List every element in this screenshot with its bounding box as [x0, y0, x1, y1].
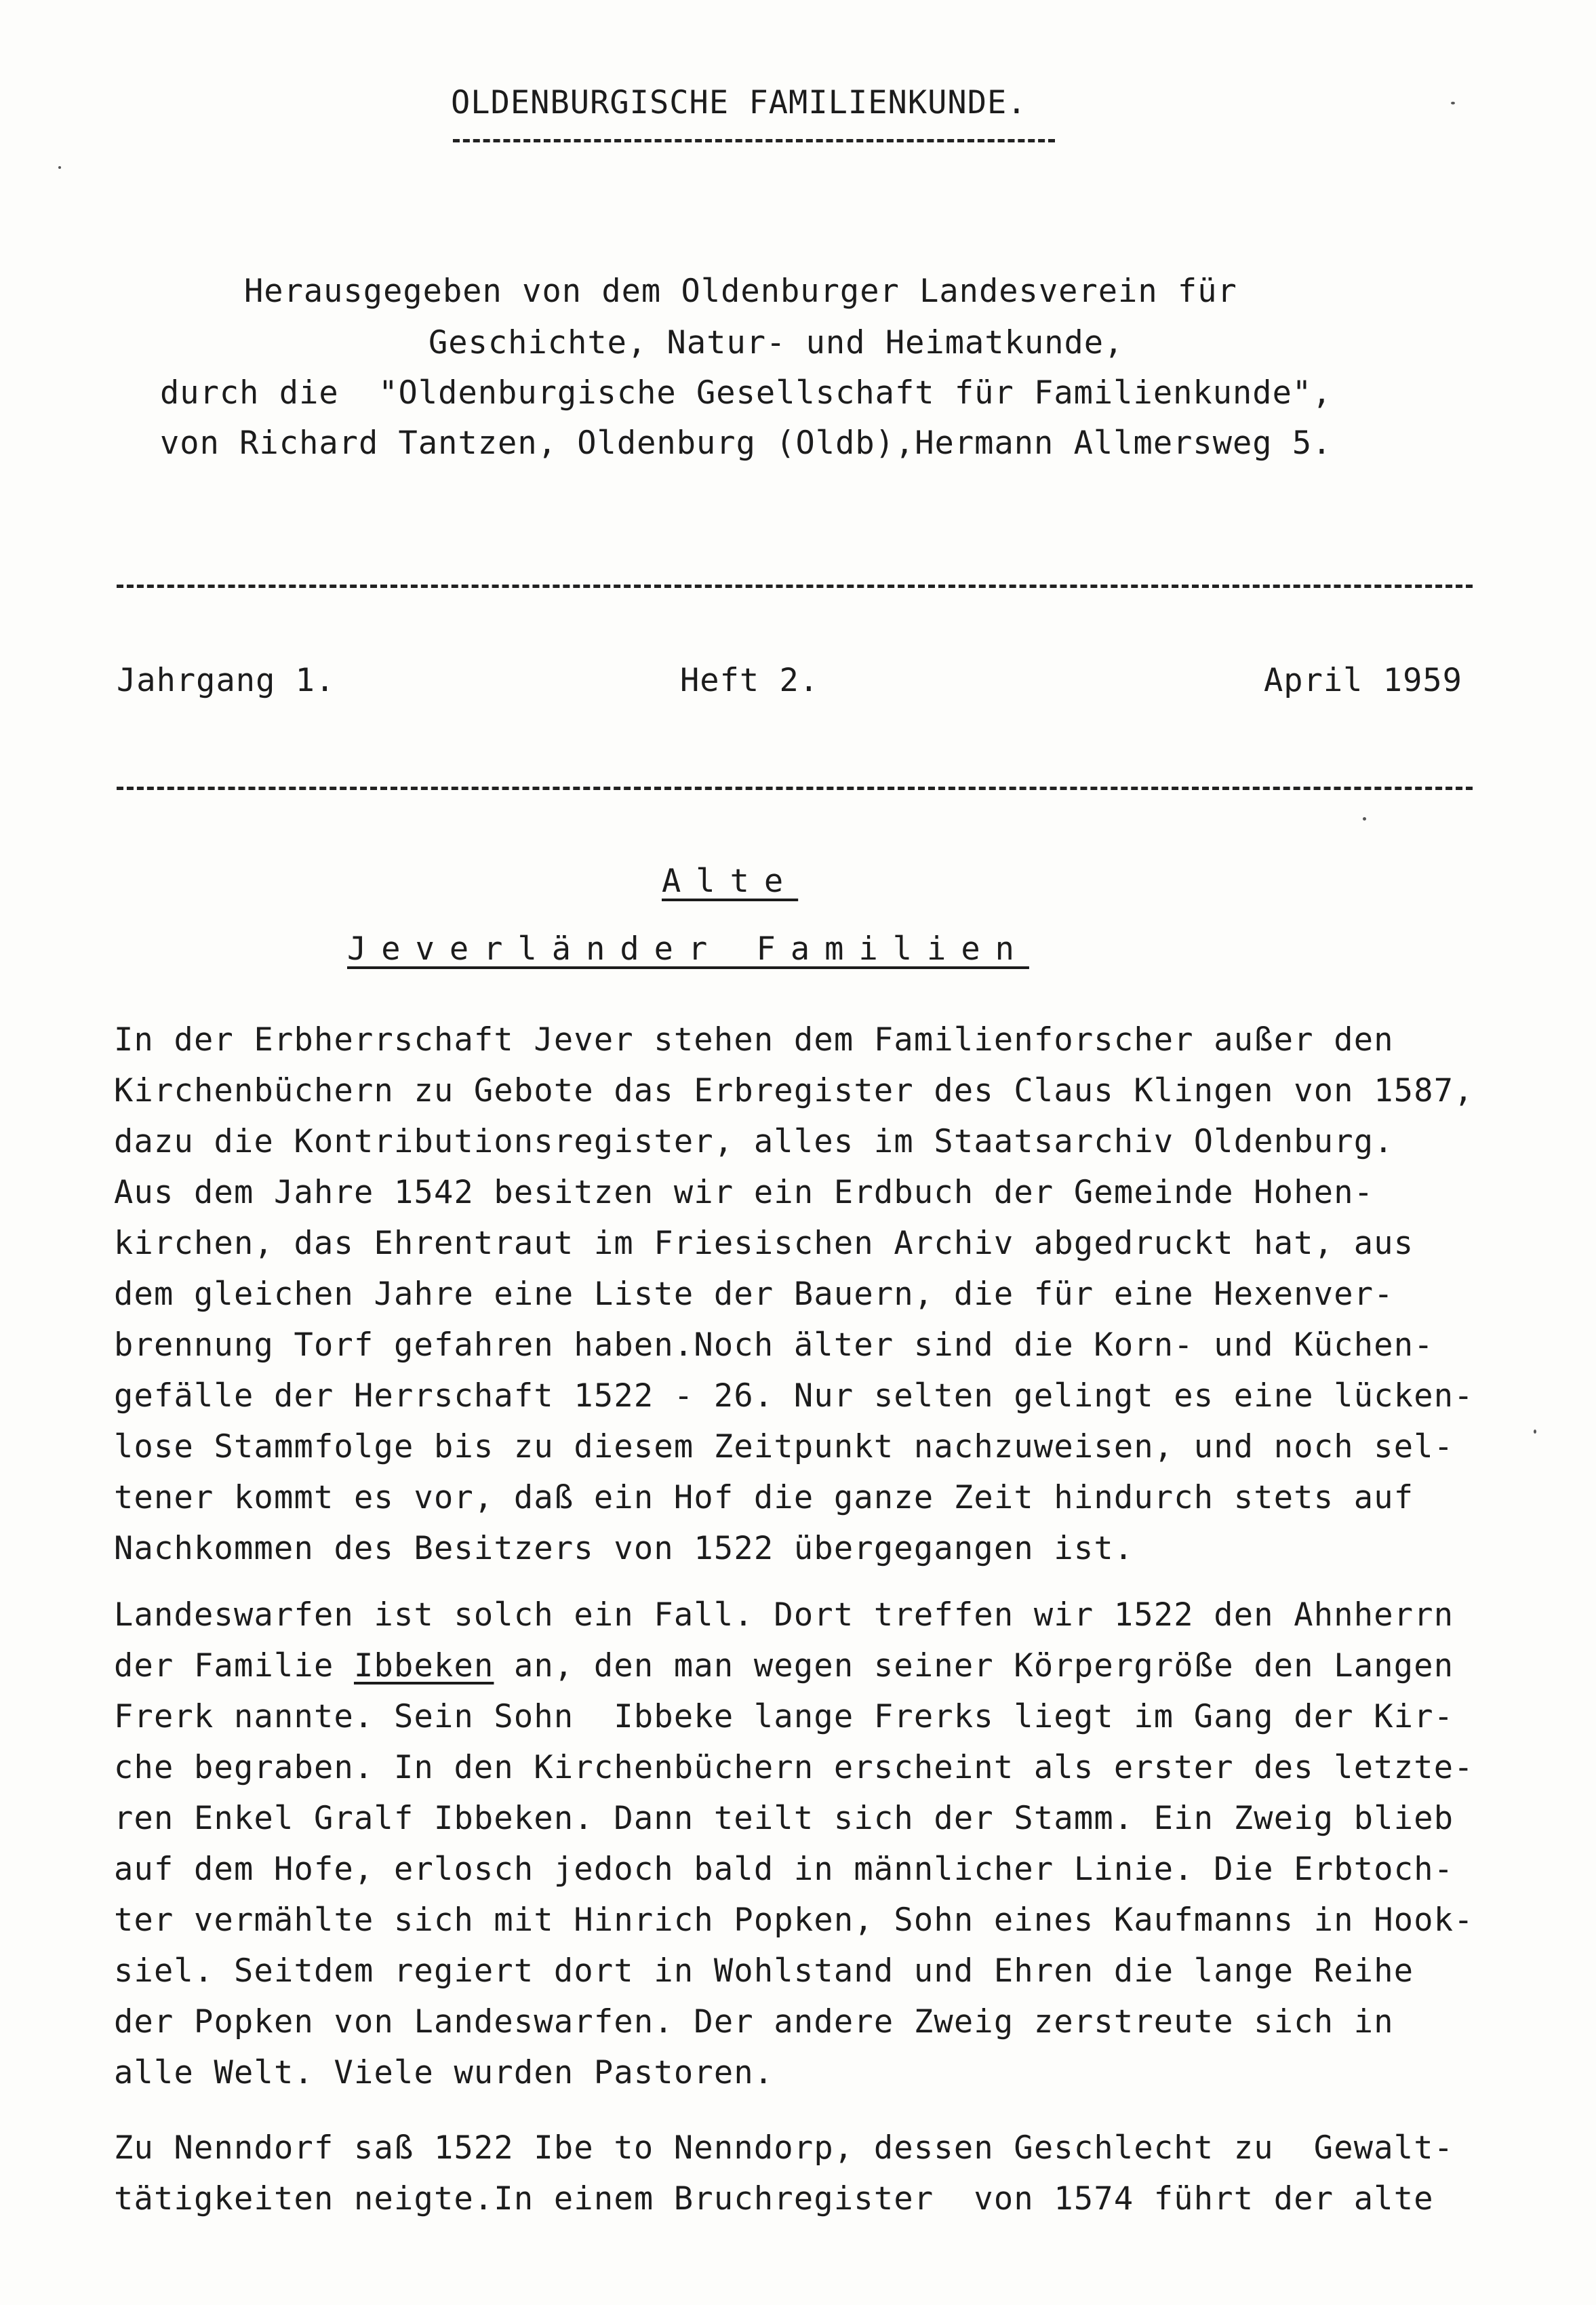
scan-speck: [1534, 1430, 1536, 1434]
publisher-line-4: von Richard Tantzen, Oldenburg (Oldb),Hermann Allmersweg 5.: [160, 425, 1332, 462]
text-line: dazu die Kontributionsregister, alles im Staatsarchiv Oldenburg.: [114, 1123, 1394, 1160]
text-line: der Popken von Landeswarfen. Der andere Zweig zerstreute sich in: [114, 2003, 1394, 2041]
text-fragment: an, den man wegen seiner Körpergröße den Langen: [494, 1647, 1454, 1685]
article-paragraph-3: [114, 2123, 1538, 2224]
scan-speck: [1451, 102, 1455, 104]
text-line: gefälle der Herrschaft 1522 - 26. Nur selten gelingt es eine lücken-: [114, 1377, 1474, 1415]
article-title-line-2: Jeverländer Familien: [347, 930, 1029, 968]
text-line: [114, 1640, 1538, 1691]
text-line: Kirchenbüchern zu Gebote das Erbregister des Claus Klingen von 1587,: [114, 1072, 1474, 1109]
text-line: Landeswarfen ist solch ein Fall. Dort treffen wir 1522 den Ahnherrn: [114, 1596, 1454, 1634]
text-line: Aus dem Jahre 1542 besitzen wir ein Erdbuch der Gemeinde Hohen-: [114, 1174, 1374, 1211]
text-line: dem gleichen Jahre eine Liste der Bauern, die für eine Hexenver-: [114, 1276, 1394, 1313]
text-line: kirchen, das Ehrentraut im Friesischen Archiv abgedruckt hat, aus: [114, 1225, 1414, 1262]
text-line: Nachkommen des Besitzers von 1522 übergegangen ist.: [114, 1530, 1134, 1567]
text-line: auf dem Hofe, erlosch jedoch bald in männlicher Linie. Die Erbtoch-: [114, 1851, 1454, 1888]
text-line: ter vermählte sich mit Hinrich Popken, Sohn eines Kaufmanns in Hook-: [114, 1902, 1474, 1939]
publisher-line-3: durch die "Oldenburgische Gesellschaft für Familienkunde",: [160, 374, 1332, 412]
text-line: Zu Nenndorf saß 1522 Ibe to Nenndorp, dessen Geschlecht zu Gewalt-: [114, 2129, 1454, 2167]
text-line: tätigkeiten neigte.In einem Bruchregister von 1574 führt der alte: [114, 2180, 1434, 2218]
text-line: ren Enkel Gralf Ibbeken. Dann teilt sich der Stamm. Ein Zweig blieb: [114, 1800, 1454, 1837]
text-line: siel. Seitdem regiert dort in Wohlstand und Ehren die lange Reihe: [114, 1952, 1414, 1990]
masthead-title: OLDENBURGISCHE FAMILIENKUNDE.: [451, 84, 1027, 121]
publisher-line-2: Geschichte, Natur- und Heimatkunde,: [428, 324, 1124, 361]
issue-date: April 1959: [1264, 662, 1462, 699]
underlined-family-name: Ibbeken: [353, 1647, 494, 1685]
text-line: Frerk nannte. Sein Sohn Ibbeke lange Frerks liegt im Gang der Kir-: [114, 1698, 1454, 1735]
separator-top: [117, 585, 1473, 588]
scan-speck: [1363, 817, 1366, 821]
text-line: tener kommt es vor, daß ein Hof die ganze Zeit hindurch stets auf: [114, 1479, 1414, 1516]
text-line: alle Welt. Viele wurden Pastoren.: [114, 2054, 774, 2091]
text-line: brennung Torf gefahren haben.Noch älter sind die Korn- und Küchen-: [114, 1326, 1434, 1364]
separator-bottom: [117, 787, 1473, 790]
text-line: che begraben. In den Kirchenbüchern erscheint als erster des letzte-: [114, 1749, 1474, 1786]
text-fragment: der Familie: [114, 1647, 354, 1685]
issue-number: Heft 2.: [680, 662, 820, 699]
publisher-line-1: Herausgegeben von dem Oldenburger Landesverein für: [244, 273, 1237, 310]
volume-label: Jahrgang 1.: [117, 662, 336, 699]
article-paragraph-1: [114, 1014, 1538, 1574]
article-paragraph-2: [114, 1590, 1538, 2098]
text-line: lose Stammfolge bis zu diesem Zeitpunkt nachzuweisen, und noch sel-: [114, 1428, 1454, 1465]
text-line: In der Erbherrschaft Jever stehen dem Familienforscher außer den: [114, 1021, 1394, 1059]
masthead-underline: [453, 139, 1055, 142]
scan-speck: [58, 166, 61, 169]
article-title-line-1: Alte: [662, 863, 799, 900]
